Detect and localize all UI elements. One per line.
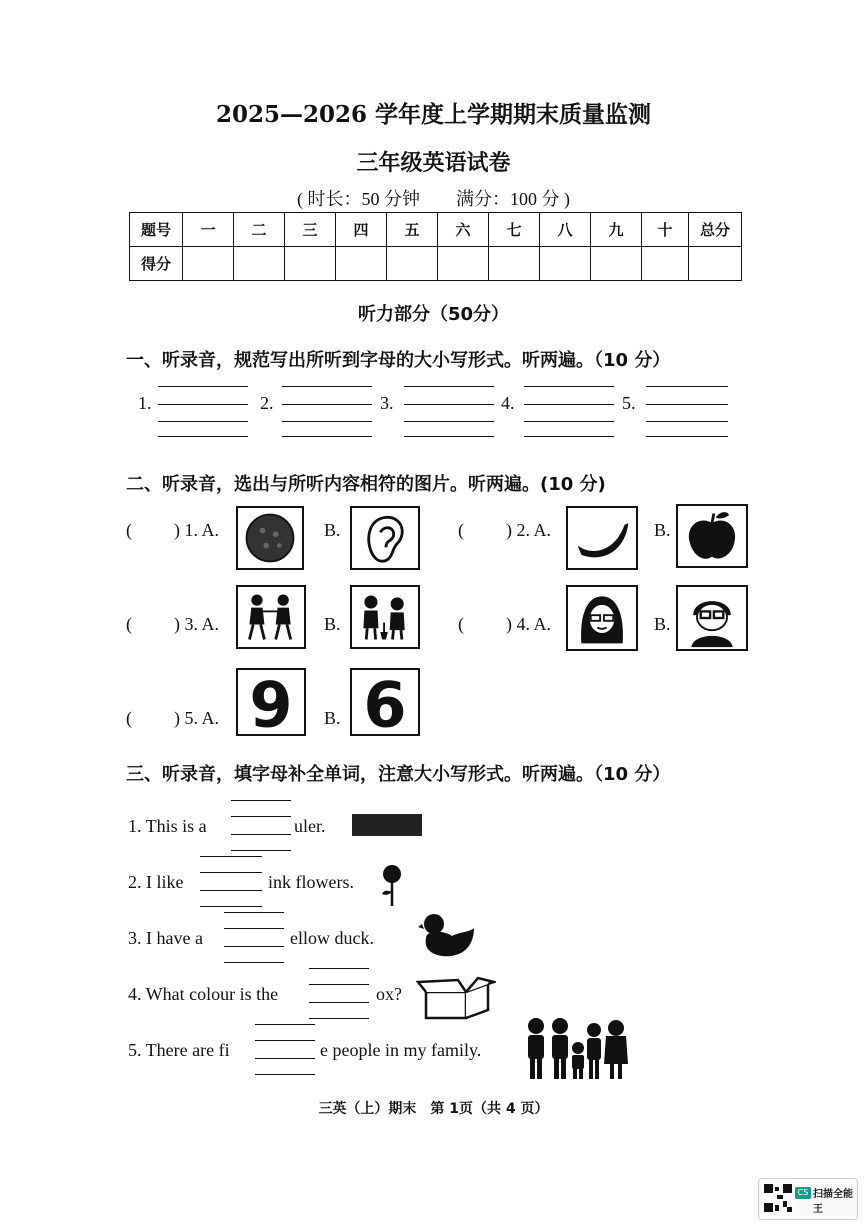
section2-title: 二、听录音，选出与所听内容相符的图片。听两遍。(10 分) [126, 474, 606, 495]
option-b-label: B. [324, 614, 341, 634]
question-label: ) 5. A. [174, 708, 219, 728]
question-label: ) 4. A. [506, 614, 551, 634]
table-cell: 四 [336, 213, 387, 247]
exam-subtitle: 三年级英语试卷 [356, 150, 511, 176]
table-cell: 总分 [689, 213, 742, 247]
answer-line[interactable] [524, 404, 614, 405]
option-b-label: B. [654, 614, 671, 634]
sentence-prefix: 4. What colour is the [128, 984, 279, 1004]
question-label: ) 2. A. [506, 520, 551, 540]
table-cell: 题号 [130, 213, 183, 247]
score-input-cell[interactable] [642, 247, 689, 281]
answer-line[interactable] [231, 834, 291, 835]
q-number: 4. [501, 393, 515, 413]
children-planting-icon[interactable] [350, 585, 420, 649]
answer-line[interactable] [646, 404, 728, 405]
question-label: ) 3. A. [174, 614, 219, 634]
q-number: 1. [138, 393, 152, 413]
score-input-cell[interactable] [285, 247, 336, 281]
section1-title: 一、听录音，规范写出所听到字母的大小写形式。听两遍。（10 分） [126, 350, 671, 371]
score-input-cell[interactable] [591, 247, 642, 281]
score-input-cell[interactable] [387, 247, 438, 281]
score-input-cell[interactable] [336, 247, 387, 281]
exam-title: 2025—2026 学年度上学期期末质量监测 [215, 101, 652, 128]
score-input-cell[interactable] [438, 247, 489, 281]
q-number: 2. [260, 393, 274, 413]
score-input-cell[interactable] [234, 247, 285, 281]
answer-line[interactable] [200, 890, 262, 891]
table-cell: 七 [489, 213, 540, 247]
answer-line[interactable] [309, 1002, 369, 1003]
table-cell: 八 [540, 213, 591, 247]
exam-info: ( 时长：50 分钟 满分：100 分 ) [297, 189, 570, 209]
sentence-prefix: 2. I like [128, 872, 184, 892]
sentence-suffix: uler. [294, 816, 326, 836]
option-b-label: B. [324, 708, 341, 728]
answer-line[interactable] [158, 404, 248, 405]
table-cell: 得分 [130, 247, 183, 281]
apple-icon[interactable] [676, 504, 748, 568]
box-icon [416, 974, 496, 1020]
sentence-prefix: 5. There are fi [128, 1040, 230, 1060]
score-input-cell[interactable] [489, 247, 540, 281]
duck-icon [418, 910, 476, 960]
qr-code-icon [763, 1183, 793, 1213]
family-icon [522, 1016, 628, 1080]
answer-paren[interactable]: ( [458, 614, 464, 634]
sentence-suffix: ink flowers. [268, 872, 354, 892]
answer-line[interactable] [404, 404, 494, 405]
option-b-label: B. [324, 520, 341, 540]
ruler-icon [352, 814, 422, 836]
ear-icon[interactable] [350, 506, 420, 570]
boy-icon[interactable] [676, 585, 748, 651]
girl-icon[interactable] [566, 585, 638, 651]
score-table [129, 212, 742, 281]
section3-title: 三、听录音，填字母补全单词，注意大小写形式。听两遍。（10 分） [126, 764, 671, 785]
answer-paren[interactable]: ( [126, 520, 132, 540]
rose-icon [376, 862, 408, 908]
answer-paren[interactable]: ( [126, 708, 132, 728]
listening-heading: 听力部分（50分） [357, 304, 510, 325]
table-cell: 六 [438, 213, 489, 247]
sentence-prefix: 3. I have a [128, 928, 203, 948]
sentence-suffix: e people in my family. [320, 1040, 482, 1060]
sentence-prefix: 1. This is a [128, 816, 207, 836]
answer-paren[interactable]: ( [126, 614, 132, 634]
banana-icon[interactable] [566, 506, 638, 570]
camscanner-logo-icon: CS [795, 1187, 811, 1199]
cookie-icon[interactable] [236, 506, 304, 570]
score-input-cell[interactable] [689, 247, 742, 281]
table-cell: 三 [285, 213, 336, 247]
question-label: ) 1. A. [174, 520, 219, 540]
sentence-suffix: ellow duck. [290, 928, 374, 948]
watermark-text: 扫描全能王 [813, 1189, 853, 1215]
answer-line[interactable] [282, 404, 372, 405]
number-9-icon[interactable] [236, 668, 306, 736]
scanner-watermark [758, 1178, 858, 1220]
table-cell: 一 [183, 213, 234, 247]
table-cell: 二 [234, 213, 285, 247]
sentence-suffix: ox? [376, 984, 402, 1004]
score-table-score-row [130, 247, 742, 281]
number-6-icon[interactable] [350, 668, 420, 736]
q-number: 5. [622, 393, 636, 413]
answer-paren[interactable]: ( [458, 520, 464, 540]
answer-line[interactable] [224, 946, 284, 947]
option-b-label: B. [654, 520, 671, 540]
page-footer: 三英（上）期末 第 1页（共 4 页） [318, 1101, 549, 1117]
svg-text:9: 9 [249, 670, 293, 734]
table-cell: 九 [591, 213, 642, 247]
children-dancing-icon[interactable] [236, 585, 306, 649]
score-table-header-row [130, 213, 742, 247]
answer-line[interactable] [255, 1058, 315, 1059]
score-input-cell[interactable] [183, 247, 234, 281]
table-cell: 五 [387, 213, 438, 247]
score-input-cell[interactable] [540, 247, 591, 281]
svg-text:6: 6 [363, 670, 407, 734]
table-cell: 十 [642, 213, 689, 247]
q-number: 3. [380, 393, 394, 413]
